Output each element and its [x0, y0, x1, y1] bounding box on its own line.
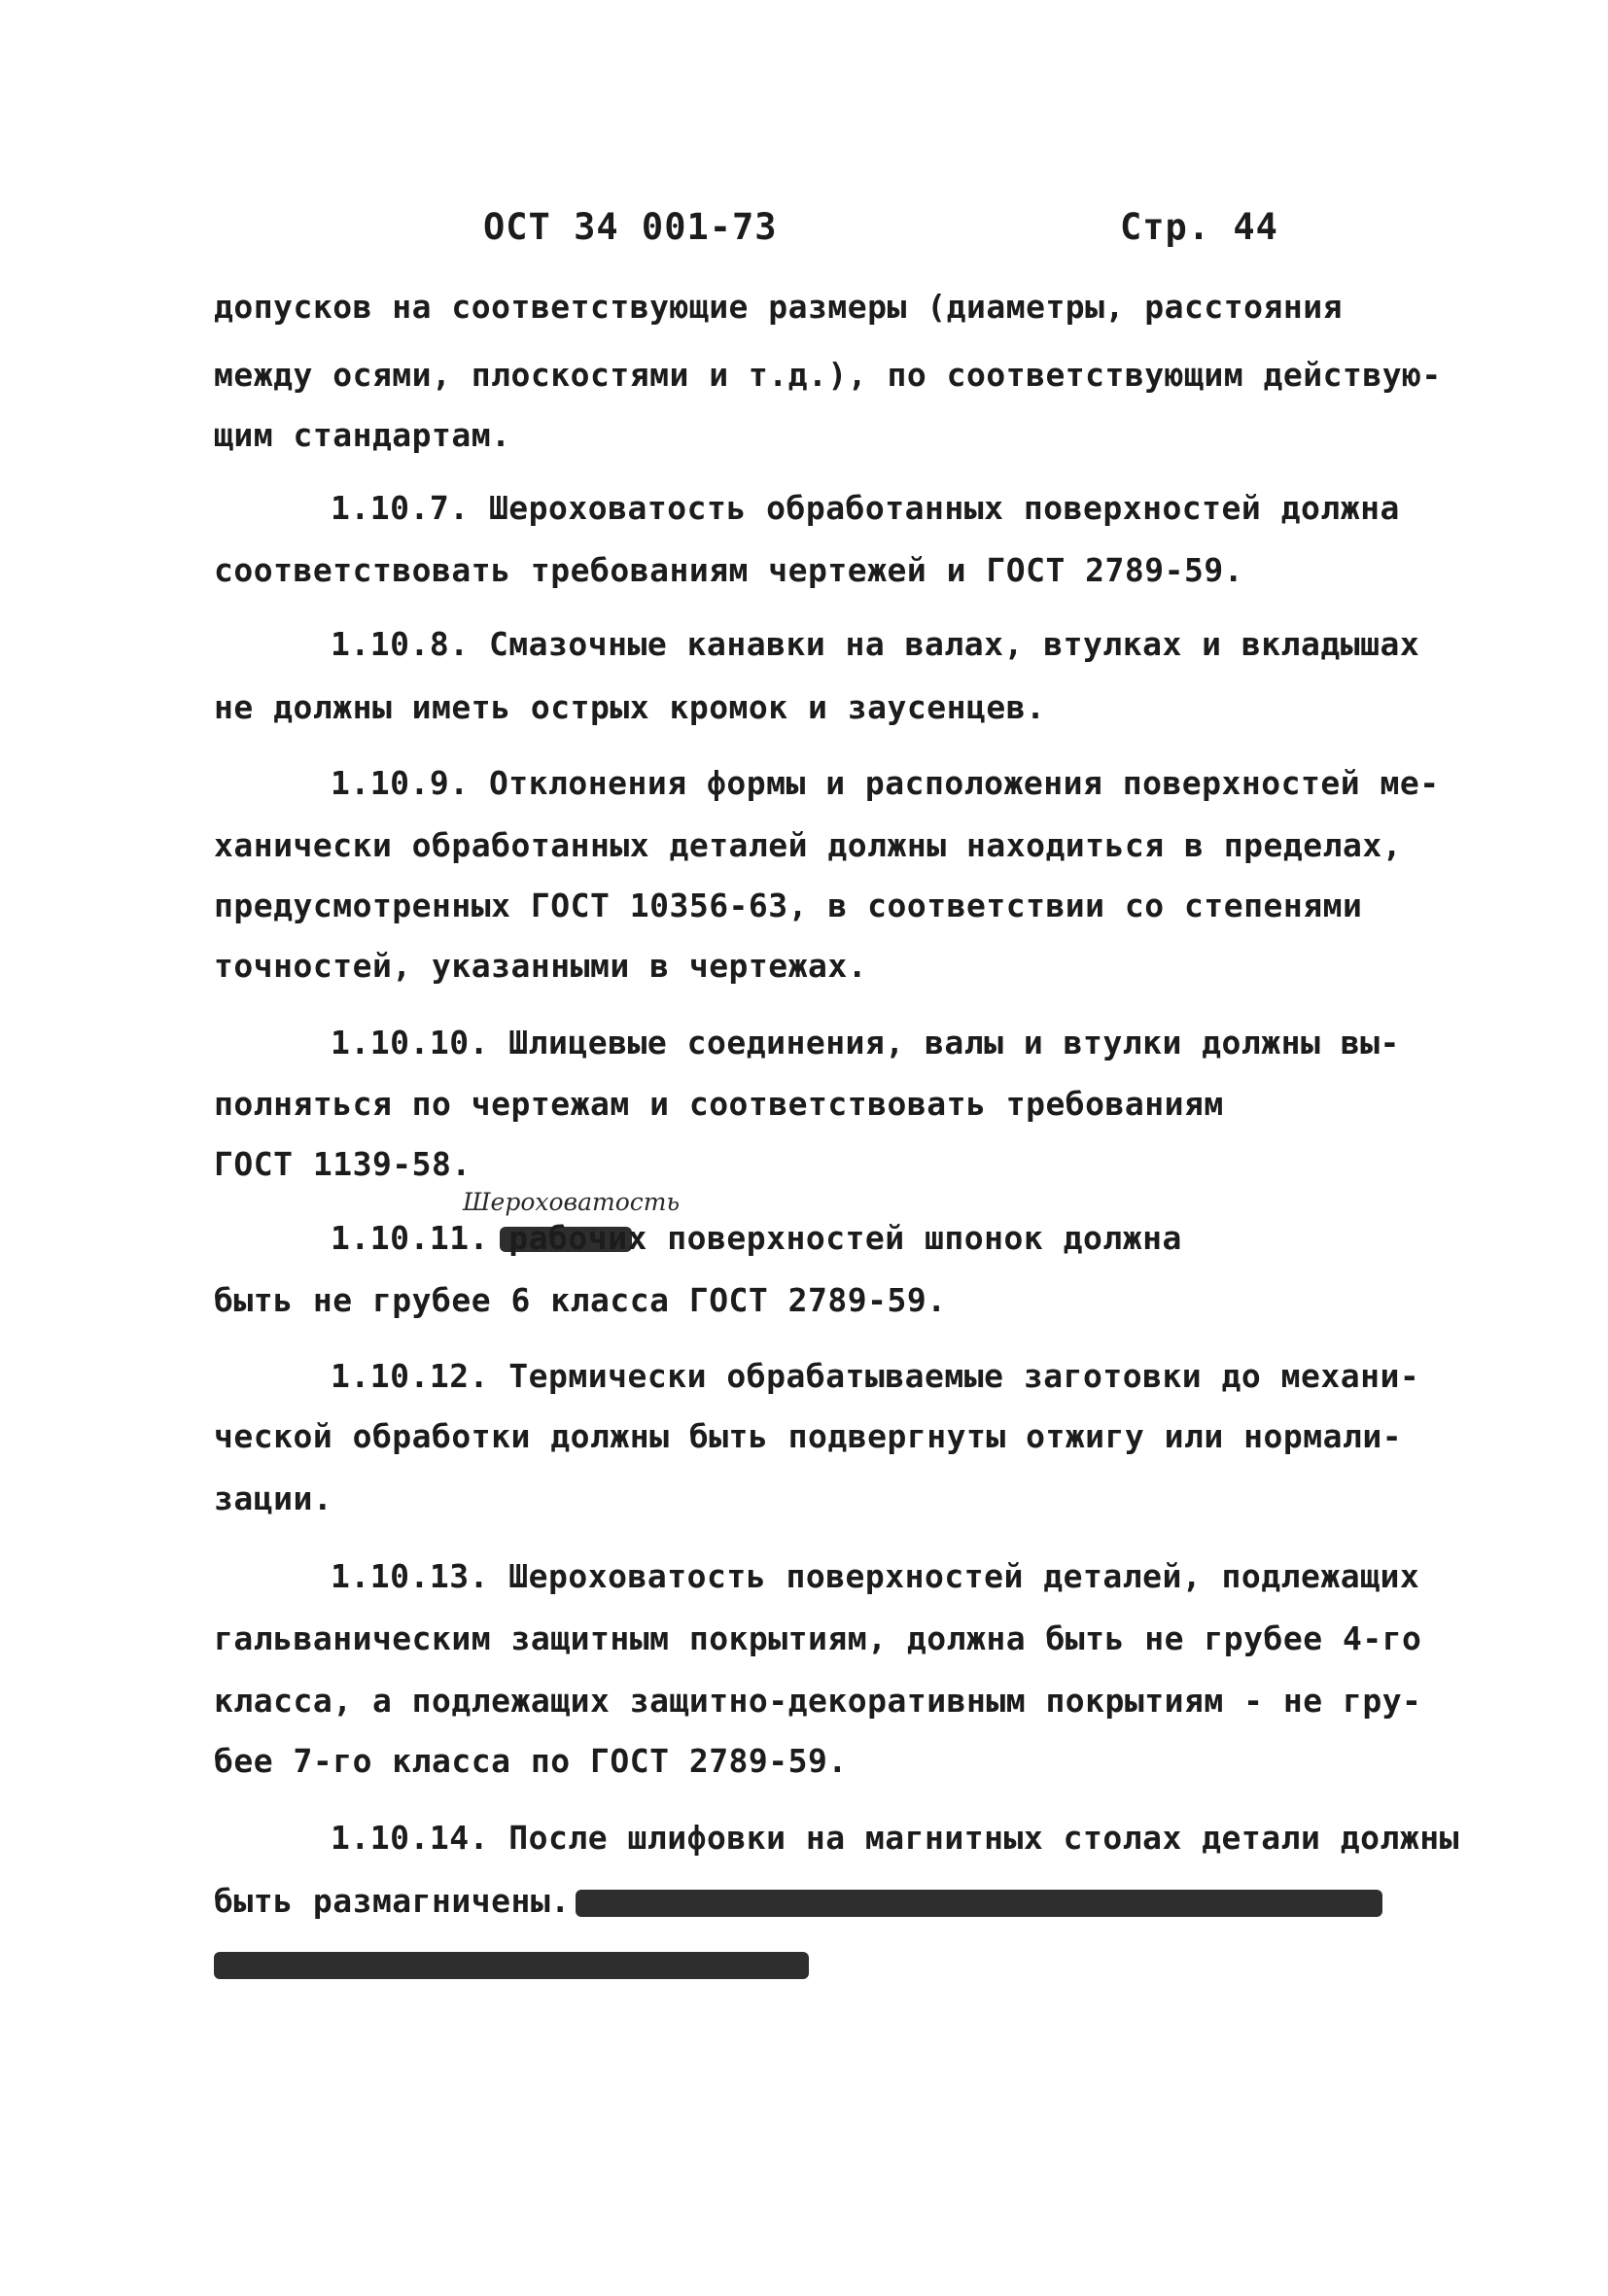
text-line: допусков на соответствующие размеры (диаметры, расстояния [214, 288, 1343, 326]
struck-out-text [576, 1890, 1382, 1917]
text-line: точностей, указанными в чертежах. [214, 947, 868, 985]
text-line: 1.10.12. Термически обрабатываемые заготовки до механи- [331, 1357, 1420, 1395]
text-line: между осями, плоскостями и т.д.), по соответствующим действую- [214, 356, 1442, 394]
text-line: класса, а подлежащих защитно-декоративным покрытиям - не гру- [214, 1682, 1422, 1720]
text-line: ханически обработанных деталей должны находиться в пределах, [214, 826, 1403, 864]
page-number: Стр. 44 [1120, 206, 1278, 248]
text-line: гальваническим защитным покрытиям, должна быть не грубее 4-го [214, 1619, 1422, 1657]
text-line: зации. [214, 1479, 333, 1517]
struck-out-text [214, 1952, 809, 1979]
text-line: быть не грубее 6 класса ГОСТ 2789-59. [214, 1281, 947, 1319]
text-line: бее 7-го класса по ГОСТ 2789-59. [214, 1742, 848, 1780]
text-line: 1.10.10. Шлицевые соединения, валы и втулки должны вы- [331, 1024, 1400, 1061]
text-line: соответствовать требованиям чертежей и ГОСТ 2789-59. [214, 551, 1244, 589]
text-line: щим стандартам. [214, 416, 511, 454]
text-line: 1.10.9. Отклонения формы и расположения поверхностей ме- [331, 764, 1440, 802]
text-line: 1.10.13. Шероховатость поверхностей деталей, подлежащих [331, 1557, 1420, 1595]
text-line: не должны иметь острых кромок и заусенцев. [214, 688, 1046, 726]
text-line: быть размагничены. [214, 1882, 571, 1920]
text-line: 1.10.11. рабочих поверхностей шпонок должна [331, 1219, 1182, 1257]
text-line: предусмотренных ГОСТ 10356-63, в соответствии со степенями [214, 887, 1363, 924]
text-line: 1.10.8. Смазочные канавки на валах, втулках и вкладышах [331, 625, 1420, 663]
document-number: ОСТ 34 001-73 [483, 206, 778, 248]
text-line: ческой обработки должны быть подвергнуты отжигу или нормали- [214, 1417, 1403, 1455]
handwritten-insert: Шероховатость [463, 1188, 681, 1216]
text-line: 1.10.14. После шлифовки на магнитных столах детали должны [331, 1819, 1459, 1857]
text-line: ГОСТ 1139-58. [214, 1145, 472, 1183]
text-line: полняться по чертежам и соответствовать требованиям [214, 1085, 1224, 1123]
text-line: 1.10.7. Шероховатость обработанных поверхностей должна [331, 489, 1400, 527]
